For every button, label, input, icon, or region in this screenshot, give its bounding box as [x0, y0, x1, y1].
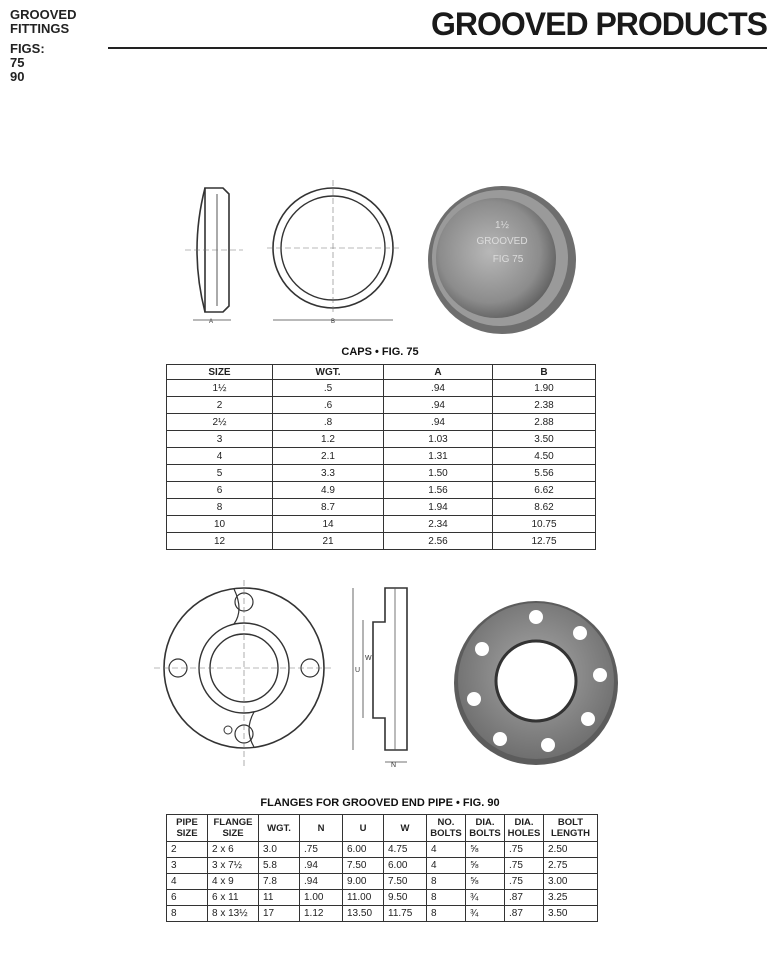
- caps-header-a: A: [384, 365, 493, 380]
- flanges-table-row: [167, 858, 598, 874]
- caps-table-row-cell: 2.56: [384, 533, 493, 550]
- caps-table-row-cell: 5: [167, 465, 273, 482]
- flanges-table-row-cell: 8: [427, 874, 466, 890]
- cap-photo: [420, 180, 580, 340]
- flanges-table-row-cell: .75: [300, 842, 343, 858]
- caps-table-row-cell: 10.75: [493, 516, 596, 533]
- caps-table-row-cell: .5: [273, 380, 384, 397]
- flanges-table-row-cell: 3.50: [544, 906, 598, 922]
- caps-header-size: SIZE: [167, 365, 273, 380]
- caps-table-row-cell: 2½: [167, 414, 273, 431]
- caps-table-row-cell: 2.34: [384, 516, 493, 533]
- flanges-table-row-cell: 1.00: [300, 890, 343, 906]
- flanges-header-pipe-size: PIPE SIZE: [167, 815, 208, 842]
- flanges-table-row-cell: .75: [505, 842, 544, 858]
- caps-table-row-cell: 8.7: [273, 499, 384, 516]
- flanges-table-row-cell: 17: [259, 906, 300, 922]
- flanges-table-row: [167, 842, 598, 858]
- section-label-line1: GROOVED: [10, 7, 77, 22]
- caps-table-row-cell: 2.88: [493, 414, 596, 431]
- caps-table-row-cell: 2.1: [273, 448, 384, 465]
- caps-caption: CAPS • FIG. 75: [341, 346, 419, 358]
- flanges-table: [166, 814, 598, 922]
- caps-table-row-cell: 6.62: [493, 482, 596, 499]
- caps-table-row-cell: 1.03: [384, 431, 493, 448]
- caps-table-row-cell: 1.90: [493, 380, 596, 397]
- flanges-table-row-cell: .75: [505, 858, 544, 874]
- flanges-caption: FLANGES FOR GROOVED END PIPE • FIG. 90: [260, 797, 500, 809]
- flanges-header-n: N: [300, 815, 343, 842]
- flanges-table-row-cell: .87: [505, 890, 544, 906]
- cap-side-view-drawing: [185, 180, 245, 330]
- flanges-table-row-cell: 4: [167, 874, 208, 890]
- flanges-table-row-cell: ¾: [466, 890, 505, 906]
- cap-photo-fig-text: FIG 75: [492, 254, 524, 265]
- flanges-table-row-cell: .87: [505, 906, 544, 922]
- caps-table-row: [167, 516, 596, 533]
- caps-table-row-cell: 1.56: [384, 482, 493, 499]
- caps-table-row-cell: 4.9: [273, 482, 384, 499]
- caps-table-row: [167, 533, 596, 550]
- flanges-table-row-cell: .94: [300, 858, 343, 874]
- flanges-table-row-cell: 11.75: [384, 906, 427, 922]
- flange-front-view-drawing: [150, 580, 340, 770]
- page-title: GROOVED PRODUCTS: [430, 6, 767, 42]
- caps-table-row-cell: 8.62: [493, 499, 596, 516]
- caps-table-row-cell: .94: [384, 414, 493, 431]
- cap-front-view-drawing: [265, 180, 405, 330]
- flange-side-view-drawing: [345, 580, 425, 770]
- caps-header-wgt: WGT.: [273, 365, 384, 380]
- flange-photo: [448, 595, 623, 770]
- cap-dim-b-label: B: [330, 319, 336, 325]
- flanges-header-flange-size: FLANGE SIZE: [208, 815, 259, 842]
- flanges-table-row-cell: 7.50: [343, 858, 384, 874]
- cap-photo-brand-text: GROOVED: [476, 236, 528, 247]
- flanges-table-row-cell: ⅝: [466, 874, 505, 890]
- caps-table-row-cell: 1.50: [384, 465, 493, 482]
- caps-header-b: B: [493, 365, 596, 380]
- flanges-table-row-cell: 5.8: [259, 858, 300, 874]
- caps-table-row-cell: 3.3: [273, 465, 384, 482]
- caps-table-row-cell: 1.2: [273, 431, 384, 448]
- flanges-table-row-cell: 6 x 11: [208, 890, 259, 906]
- flanges-table-row-cell: 1.12: [300, 906, 343, 922]
- flanges-table-row-cell: 11: [259, 890, 300, 906]
- flanges-header-row: [167, 815, 598, 842]
- figs-label: FIGS:: [10, 41, 45, 56]
- flanges-header-dia-bolts: DIA. BOLTS: [466, 815, 505, 842]
- caps-table-row-cell: 4.50: [493, 448, 596, 465]
- caps-table-row: [167, 482, 596, 499]
- flanges-table-row-cell: 11.00: [343, 890, 384, 906]
- caps-table-row: [167, 414, 596, 431]
- caps-table: [166, 364, 596, 550]
- flanges-table-row-cell: 6.00: [343, 842, 384, 858]
- flanges-table-row-cell: 4: [427, 858, 466, 874]
- caps-table-row: [167, 380, 596, 397]
- flanges-table-row-cell: ⅝: [466, 858, 505, 874]
- caps-table-row-cell: 5.56: [493, 465, 596, 482]
- caps-table-row-cell: .94: [384, 380, 493, 397]
- flanges-header-wgt: WGT.: [259, 815, 300, 842]
- flanges-table-row-cell: 3: [167, 858, 208, 874]
- flanges-header-u: U: [343, 815, 384, 842]
- caps-table-row-cell: 8: [167, 499, 273, 516]
- caps-table-row-cell: 12: [167, 533, 273, 550]
- caps-table-row-cell: .6: [273, 397, 384, 414]
- flanges-table-row-cell: 7.50: [384, 874, 427, 890]
- caps-table-row-cell: 2.38: [493, 397, 596, 414]
- flanges-table-row-cell: 6.00: [384, 858, 427, 874]
- caps-table-row-cell: 3: [167, 431, 273, 448]
- caps-table-row-cell: 6: [167, 482, 273, 499]
- flanges-table-row: [167, 890, 598, 906]
- flanges-table-row-cell: ⅝: [466, 842, 505, 858]
- caps-table-row-cell: 14: [273, 516, 384, 533]
- caps-table-row-cell: 12.75: [493, 533, 596, 550]
- cap-dim-a-label: A: [208, 319, 214, 325]
- caps-table-row: [167, 465, 596, 482]
- flanges-table-row-cell: .94: [300, 874, 343, 890]
- flanges-table-row-cell: 6: [167, 890, 208, 906]
- caps-table-row: [167, 397, 596, 414]
- flanges-table-row-cell: 2.50: [544, 842, 598, 858]
- flanges-table-row: [167, 874, 598, 890]
- flanges-table-row-cell: 4: [427, 842, 466, 858]
- flanges-table-row-cell: .75: [505, 874, 544, 890]
- caps-table-row-cell: .94: [384, 397, 493, 414]
- flanges-table-row-cell: 7.8: [259, 874, 300, 890]
- flanges-table-row-cell: 4 x 9: [208, 874, 259, 890]
- caps-table-row-cell: 1.31: [384, 448, 493, 465]
- caps-header-row: [167, 365, 596, 380]
- cap-photo-size-text: 1½: [495, 220, 509, 231]
- caps-table-row: [167, 499, 596, 516]
- flanges-table-row-cell: 3.00: [544, 874, 598, 890]
- caps-table-row-cell: 4: [167, 448, 273, 465]
- section-label-line2: FITTINGS: [10, 21, 70, 36]
- flanges-table-row-cell: 3.0: [259, 842, 300, 858]
- flanges-table-row-cell: 3.25: [544, 890, 598, 906]
- section-label: [10, 8, 76, 84]
- flanges-table-row-cell: 8: [427, 906, 466, 922]
- caps-table-row-cell: 2: [167, 397, 273, 414]
- caps-table-row-cell: 10: [167, 516, 273, 533]
- flanges-table-row-cell: 2: [167, 842, 208, 858]
- flanges-table-row-cell: 8: [167, 906, 208, 922]
- flanges-header-w: W: [384, 815, 427, 842]
- flange-dim-u-label: U: [355, 667, 361, 674]
- flanges-header-bolt-length: BOLT LENGTH: [544, 815, 598, 842]
- flanges-table-row-cell: 8 x 13½: [208, 906, 259, 922]
- flanges-table-row-cell: 3 x 7½: [208, 858, 259, 874]
- flanges-header-no-bolts: NO. BOLTS: [427, 815, 466, 842]
- fig-number-75: 75: [10, 55, 25, 70]
- flanges-table-row: [167, 906, 598, 922]
- flanges-header-dia-holes: DIA. HOLES: [505, 815, 544, 842]
- header-rule: [108, 47, 767, 49]
- flanges-table-row-cell: 8: [427, 890, 466, 906]
- caps-table-row-cell: 3.50: [493, 431, 596, 448]
- fig-number-90: 90: [10, 69, 25, 84]
- caps-table-row: [167, 431, 596, 448]
- flanges-table-row-cell: 9.50: [384, 890, 427, 906]
- flange-dim-w-label: W: [365, 655, 372, 662]
- flanges-table-row-cell: 2.75: [544, 858, 598, 874]
- flanges-table-row-cell: 13.50: [343, 906, 384, 922]
- flanges-table-row-cell: 2 x 6: [208, 842, 259, 858]
- flanges-table-row-cell: 9.00: [343, 874, 384, 890]
- caps-table-row-cell: 1.94: [384, 499, 493, 516]
- flanges-table-row-cell: 4.75: [384, 842, 427, 858]
- flanges-table-row-cell: ¾: [466, 906, 505, 922]
- caps-table-row-cell: 1½: [167, 380, 273, 397]
- caps-table-row: [167, 448, 596, 465]
- caps-table-row-cell: 21: [273, 533, 384, 550]
- flange-dim-n-label: N: [391, 762, 397, 769]
- caps-table-row-cell: .8: [273, 414, 384, 431]
